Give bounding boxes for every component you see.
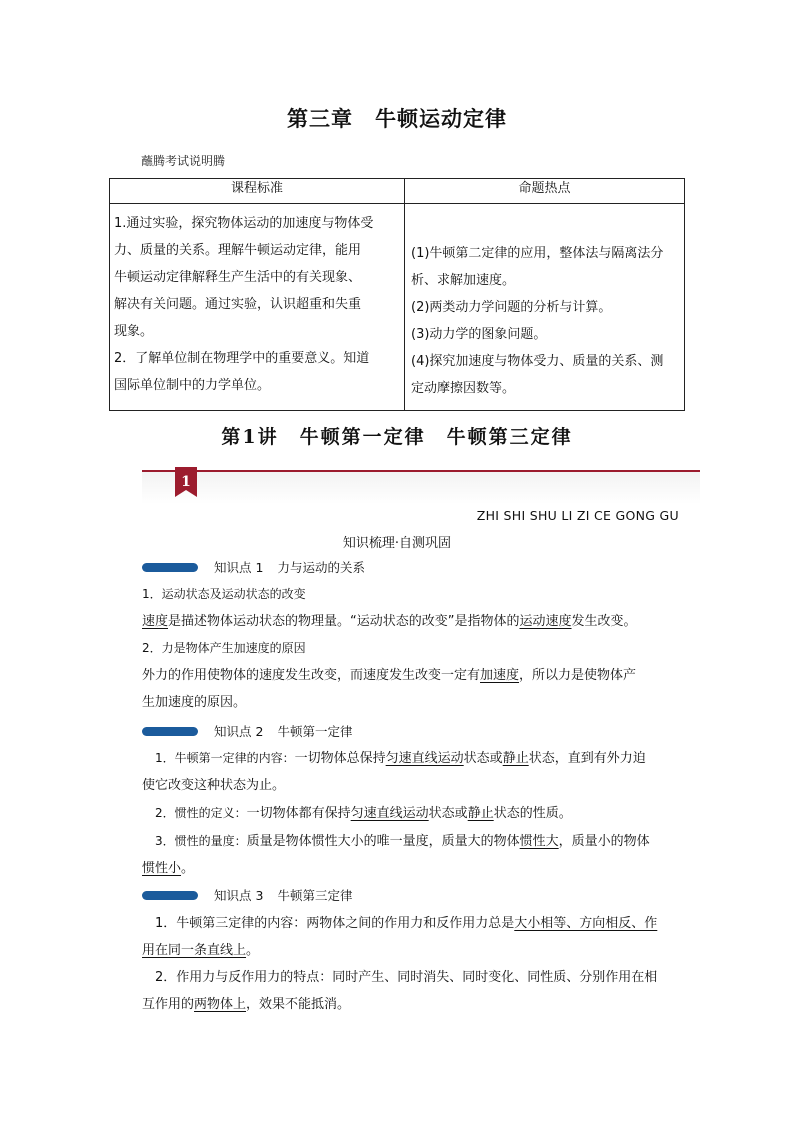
kp-title: 力与运动的关系 bbox=[277, 560, 365, 575]
exam-note: 蘸腾考试说明腾 bbox=[141, 154, 226, 168]
hotspot-line: (2)两类动力学问题的分析与计算。 bbox=[411, 300, 612, 315]
standard-line: 力、质量的关系。理解牛顿运动定律，能用 bbox=[114, 243, 362, 258]
kp-number: 知识点 3 bbox=[214, 888, 264, 903]
standard-line: 1.通过实验，探究物体运动的加速度与物体受 bbox=[114, 216, 374, 231]
standard-line: 现象。 bbox=[114, 324, 154, 339]
kp2-line-1: 1．牛顿第一定律的内容：一切物体总保持匀速直线运动状态或静止状态，直到有外力迫 bbox=[155, 751, 646, 766]
kp-marker-bar bbox=[142, 891, 198, 900]
kp-number: 知识点 2 bbox=[214, 724, 264, 739]
hotspot-line: 定动摩擦因数等。 bbox=[411, 381, 516, 396]
lecture-title: 第1讲 牛顿第一定律 牛顿第三定律 bbox=[221, 426, 573, 448]
kp1-paragraph-2-cont: 生加速度的原因。 bbox=[142, 695, 247, 710]
standard-line: 牛顿运动定律解释生产生活中的有关现象、 bbox=[114, 270, 362, 285]
answer-blank: 两物体上 bbox=[194, 997, 247, 1012]
kp2-line-2: 2．惯性的定义：一切物体都有保持匀速直线运动状态或静止状态的性质。 bbox=[155, 806, 572, 821]
kp3-line-2: 2．作用力与反作用力的特点：同时产生、同时消失、同时变化、同性质、分别作用在相 bbox=[155, 970, 658, 985]
answer-blank: 惯性大 bbox=[519, 834, 559, 849]
kp-title: 牛顿第一定律 bbox=[277, 724, 353, 739]
hotspot-line: (4)探究加速度与物体受力、质量的关系、测 bbox=[411, 354, 664, 369]
answer-blank: 大小相等、方向相反、作 bbox=[514, 916, 658, 931]
kp3-line-1: 1．牛顿第三定律的内容：两物体之间的作用力和反作用力总是大小相等、方向相反、作 bbox=[155, 916, 658, 931]
kp2-line-3-cont: 惯性小。 bbox=[142, 861, 195, 876]
hotspot-line: 析、求解加速度。 bbox=[411, 273, 516, 288]
answer-blank: 加速度 bbox=[480, 668, 520, 683]
kp1-paragraph-2: 外力的作用使物体的速度发生改变，而速度发生改变一定有加速度，所以力是使物体产 bbox=[142, 668, 637, 683]
kp3-line-1-cont: 用在同一条直线上。 bbox=[142, 943, 260, 958]
kp2-line-3: 3．惯性的量度：质量是物体惯性大小的唯一量度，质量大的物体惯性大，质量小的物体 bbox=[155, 834, 650, 849]
kp1-paragraph-1: 速度是描述物体运动状态的物理量。“运动状态的改变”是指物体的运动速度发生改变。 bbox=[142, 614, 637, 629]
answer-blank: 匀速直线运动 bbox=[385, 751, 464, 766]
answer-blank: 匀速直线运动 bbox=[350, 806, 429, 821]
answer-blank: 惯性小 bbox=[142, 861, 182, 876]
kp1-heading-1: 1．运动状态及运动状态的改变 bbox=[142, 587, 306, 601]
table-header-standard: 课程标准 bbox=[110, 179, 405, 204]
knowledge-point-3-header bbox=[142, 885, 352, 905]
banner-background bbox=[142, 472, 700, 504]
kp1-heading-2: 2．力是物体产生加速度的原因 bbox=[142, 641, 306, 655]
standard-line: 2．了解单位制在物理学中的重要意义。知道 bbox=[114, 351, 370, 366]
knowledge-point-2-header bbox=[142, 721, 352, 741]
kp-marker-bar bbox=[142, 563, 198, 572]
section-subheading: 知识梳理·自测巩固 bbox=[342, 536, 452, 551]
table-header-hotspots: 命题热点 bbox=[405, 179, 685, 204]
chapter-title: 第三章 牛顿运动定律 bbox=[287, 107, 507, 131]
section-badge-icon bbox=[175, 467, 197, 497]
knowledge-point-1-header bbox=[142, 557, 365, 577]
kp3-line-2-cont: 互作用的两物体上，效果不能抵消。 bbox=[142, 997, 351, 1012]
hotspot-cell bbox=[405, 204, 685, 411]
badge-number: 1 bbox=[181, 474, 191, 490]
standard-cell bbox=[110, 204, 405, 411]
standard-line: 解决有关问题。通过实验，认识超重和失重 bbox=[114, 297, 362, 312]
kp-marker-bar bbox=[142, 727, 198, 736]
answer-blank: 用在同一条直线上 bbox=[142, 943, 247, 958]
hotspot-line: (1)牛顿第二定律的应用，整体法与隔离法分 bbox=[411, 246, 664, 261]
kp-title: 牛顿第三定律 bbox=[277, 888, 353, 903]
kp-number: 知识点 1 bbox=[214, 560, 264, 575]
requirements-table bbox=[109, 178, 685, 411]
kp2-line-1-cont: 使它改变这种状态为止。 bbox=[142, 778, 286, 793]
answer-blank: 速度 bbox=[142, 614, 169, 629]
hotspot-line: (3)动力学的图象问题。 bbox=[411, 327, 547, 342]
answer-blank: 运动速度 bbox=[519, 614, 572, 629]
section-pinyin: ZHI SHI SHU LI ZI CE GONG GU bbox=[476, 508, 679, 523]
banner-divider bbox=[142, 470, 700, 472]
standard-line: 国际单位制中的力学单位。 bbox=[114, 378, 271, 393]
answer-blank: 静止 bbox=[502, 751, 529, 766]
answer-blank: 静止 bbox=[467, 806, 494, 821]
